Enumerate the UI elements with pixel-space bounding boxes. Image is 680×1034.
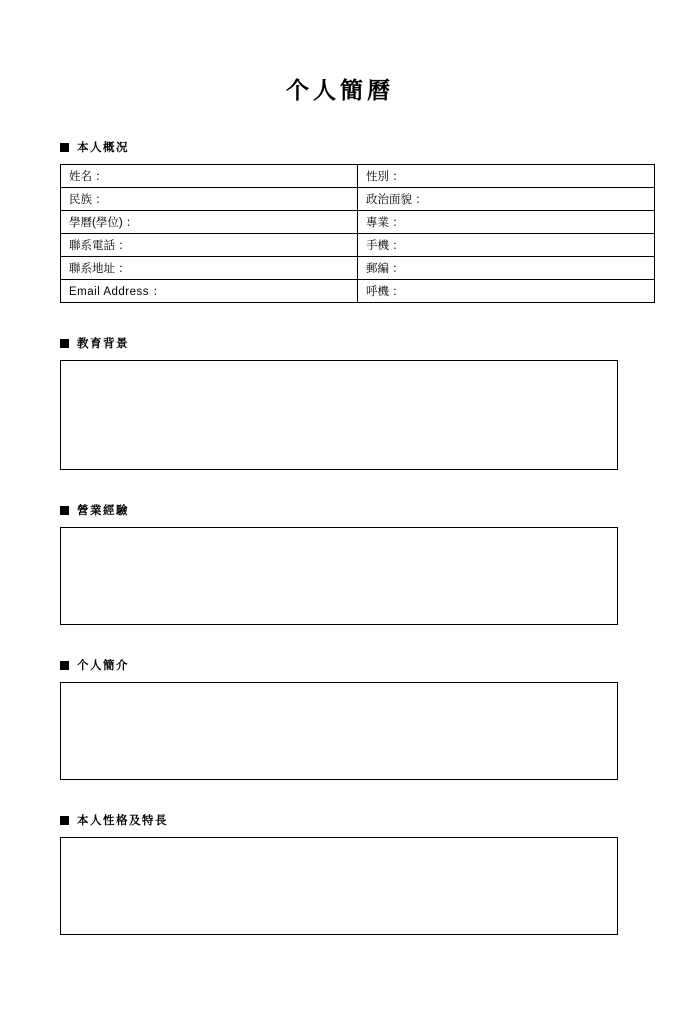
field-label-phone: 聯系電話 ： xyxy=(61,234,358,257)
section-heading-experience xyxy=(60,502,620,518)
section-heading-label: 營業經驗 xyxy=(77,505,129,517)
square-bullet-icon xyxy=(60,816,69,825)
resume-page xyxy=(0,72,680,1034)
field-label-major: 專業 ： xyxy=(358,211,655,234)
education-content-box[interactable] xyxy=(60,360,618,470)
field-label-political-status: 政治面貌 ： xyxy=(358,188,655,211)
table-row xyxy=(61,188,655,211)
square-bullet-icon xyxy=(60,506,69,515)
field-label-address: 聯系地址 ： xyxy=(61,257,358,280)
page-title: 个人簡曆 xyxy=(286,77,394,103)
section-heading-label: 本人性格及特長 xyxy=(77,815,168,827)
table-row xyxy=(61,234,655,257)
field-label-ethnicity: 民族 ： xyxy=(61,188,358,211)
square-bullet-icon xyxy=(60,339,69,348)
field-label-pager: 呼機 ： xyxy=(358,280,655,303)
field-label-name: 姓名 ： xyxy=(61,165,358,188)
field-label-postcode: 郵編 ： xyxy=(358,257,655,280)
title-block xyxy=(60,72,620,105)
section-heading-introduction xyxy=(60,657,620,673)
field-label-education: 學曆(學位) ： xyxy=(61,211,358,234)
section-heading-label: 教育背景 xyxy=(77,338,129,350)
section-heading-label: 本人概况 xyxy=(77,142,129,154)
square-bullet-icon xyxy=(60,143,69,152)
experience-content-box[interactable] xyxy=(60,527,618,625)
personal-info-table xyxy=(60,164,655,303)
section-heading-education xyxy=(60,335,620,351)
table-row xyxy=(61,165,655,188)
table-row xyxy=(61,211,655,234)
introduction-content-box[interactable] xyxy=(60,682,618,780)
personality-content-box[interactable] xyxy=(60,837,618,935)
field-label-email: Email Address ： xyxy=(61,280,358,303)
field-label-gender: 性別 ： xyxy=(358,165,655,188)
square-bullet-icon xyxy=(60,661,69,670)
section-heading-personality xyxy=(60,812,620,828)
section-heading-label: 个人簡介 xyxy=(77,660,129,672)
field-label-mobile: 手機 ： xyxy=(358,234,655,257)
table-row xyxy=(61,257,655,280)
section-heading-personal-info xyxy=(60,139,620,155)
table-row xyxy=(61,280,655,303)
